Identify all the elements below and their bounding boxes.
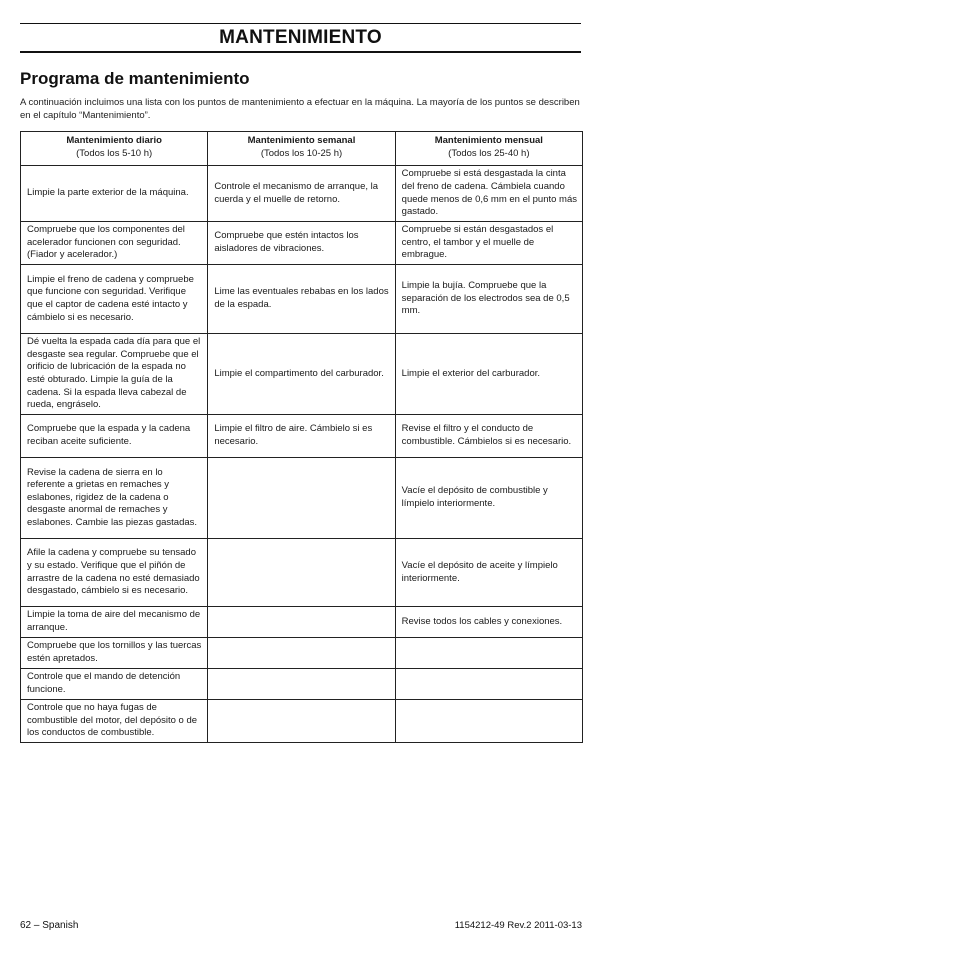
- table-cell: [208, 458, 395, 539]
- table-cell: Compruebe que la espada y la cadena reciban aceite suficiente.: [21, 415, 208, 458]
- column-header-daily: [21, 132, 208, 166]
- intro-paragraph: A continuación incluimos una lista con los puntos de mantenimiento a efectuar en la máquina. La mayoría de los puntos se describen en el capítulo “Mantenimiento”.: [20, 97, 580, 121]
- table-cell: [208, 669, 395, 700]
- table-cell: [395, 669, 582, 700]
- column-header-weekly: [208, 132, 395, 166]
- table-cell: Dé vuelta la espada cada día para que el desgaste sea regular. Compruebe que el orificio de lubricación de la espada no esté obturado. Limpie la guía de la cadena. Si la espada lleva cabezal de rueda, engráselo.: [21, 334, 208, 415]
- column-header-name: Mantenimiento semanal: [247, 135, 356, 147]
- table-cell: Compruebe que los tornillos y las tuercas estén apretados.: [21, 638, 208, 669]
- table-cell: Compruebe que estén intactos los aisladores de vibraciones.: [208, 222, 395, 265]
- table-cell: [395, 638, 582, 669]
- table-cell: Vacíe el depósito de aceite y límpielo interiormente.: [395, 539, 582, 607]
- document-reference: 1154212-49 Rev.2 2011-03-13: [454, 920, 582, 931]
- table-cell: Lime las eventuales rebabas en los lados de la espada.: [208, 265, 395, 334]
- table-cell: Revise la cadena de sierra en lo referente a grietas en remaches y eslabones, rigidez de la cadena o desgaste anormal de remaches y eslabones. Cambie las piezas gastadas.: [21, 458, 208, 539]
- table-row: [21, 415, 583, 458]
- column-header-name: Mantenimiento mensual: [434, 135, 543, 147]
- table-row: [21, 638, 583, 669]
- table-row: [21, 222, 583, 265]
- table-cell: [208, 638, 395, 669]
- table-row: [21, 607, 583, 638]
- table-row: [21, 265, 583, 334]
- table-header-row: [21, 132, 583, 166]
- table-cell: Compruebe que los componentes del acelerador funcionen con seguridad. (Fiador y acelerador.): [21, 222, 208, 265]
- table-cell: Limpie la parte exterior de la máquina.: [21, 166, 208, 222]
- table-cell: Controle el mecanismo de arranque, la cuerda y el muelle de retorno.: [208, 166, 395, 222]
- page-number: 62 – Spanish: [20, 920, 79, 931]
- header-rule-top: [20, 23, 581, 24]
- maintenance-schedule-table: [20, 131, 583, 743]
- table-cell: Controle que el mando de detención funcione.: [21, 669, 208, 700]
- table-cell: Controle que no haya fugas de combustible del motor, del depósito o de los conductos de combustible.: [21, 700, 208, 743]
- column-header-interval: (Todos los 25-40 h): [448, 148, 530, 159]
- table-cell: Limpie el compartimento del carburador.: [208, 334, 395, 415]
- table-cell: [208, 700, 395, 743]
- table-cell: Afile la cadena y compruebe su tensado y su estado. Verifique que el piñón de arrastre de la cadena no esté demasiado desgastado, cámbielo si es necesario.: [21, 539, 208, 607]
- column-header-name: Mantenimiento diario: [66, 135, 162, 147]
- table-row: [21, 334, 583, 415]
- table-row: [21, 539, 583, 607]
- column-header-interval: (Todos los 10-25 h): [260, 148, 343, 159]
- table-cell: Limpie el filtro de aire. Cámbielo si es necesario.: [208, 415, 395, 458]
- table-cell: Vacíe el depósito de combustible y límpielo interiormente.: [395, 458, 582, 539]
- table-cell: Limpie el freno de cadena y compruebe que funcione con seguridad. Verifique que el captor de cadena esté intacto y cámbielo si es necesario.: [21, 265, 208, 334]
- table-row: [21, 166, 583, 222]
- table-cell: [208, 607, 395, 638]
- table-row: [21, 669, 583, 700]
- table-cell: Compruebe si está desgastada la cinta del freno de cadena. Cámbiela cuando quede menos de 0,6 mm en el punto más gastado.: [395, 166, 582, 222]
- table-row: [21, 458, 583, 539]
- table-cell: Revise el filtro y el conducto de combustible. Cámbielos si es necesario.: [395, 415, 582, 458]
- table-cell: Revise todos los cables y conexiones.: [395, 607, 582, 638]
- table-cell: Limpie el exterior del carburador.: [395, 334, 582, 415]
- page-heading: Programa de mantenimiento: [20, 69, 250, 88]
- table-cell: [395, 700, 582, 743]
- table-cell: Limpie la toma de aire del mecanismo de arranque.: [21, 607, 208, 638]
- table-cell: Compruebe si están desgastados el centro, el tambor y el muelle de embrague.: [395, 222, 582, 265]
- section-title: MANTENIMIENTO: [219, 27, 382, 48]
- header-rule-bottom: [20, 51, 581, 53]
- table-cell: Limpie la bujía. Compruebe que la separación de los electrodos sea de 0,5 mm.: [395, 265, 582, 334]
- table-row: [21, 700, 583, 743]
- column-header-monthly: [395, 132, 582, 166]
- column-header-interval: (Todos los 5-10 h): [76, 148, 153, 159]
- table-cell: [208, 539, 395, 607]
